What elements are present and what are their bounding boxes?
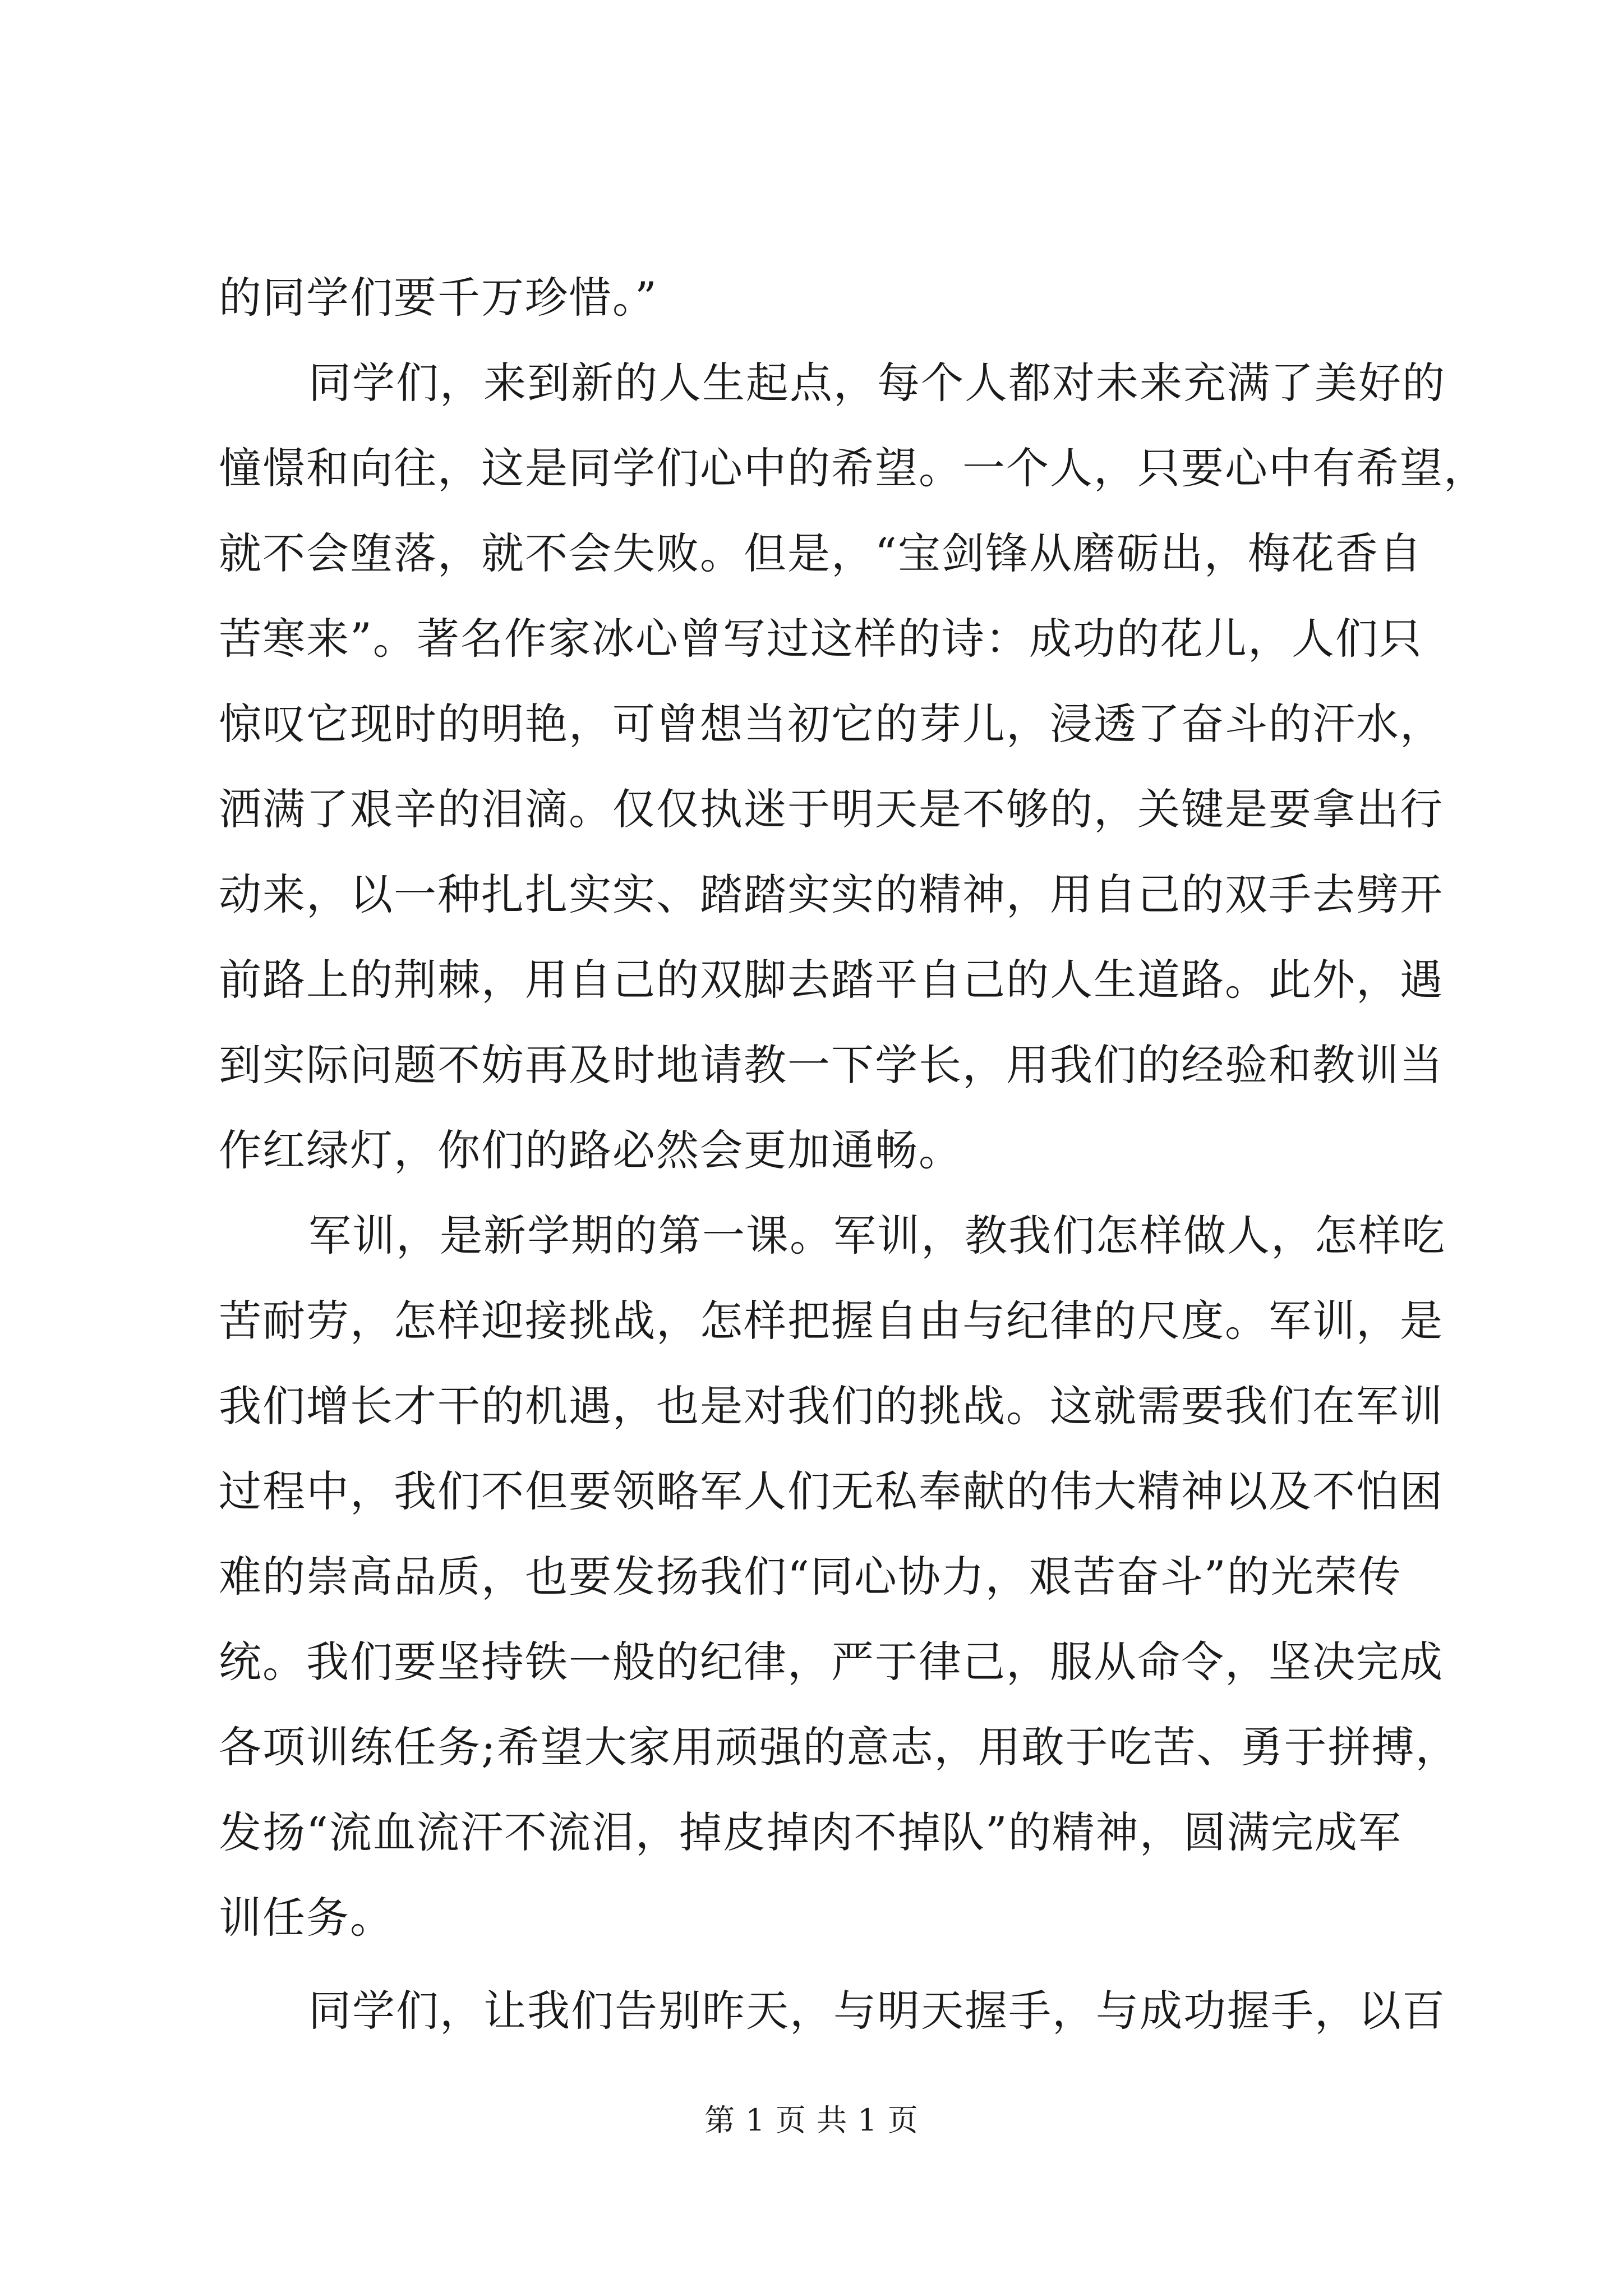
document-body	[219, 255, 1487, 2054]
page-number-label: 第 1 页 共 1 页	[704, 2102, 919, 2138]
text-line: 同学们，来到新的人生起点，每个人都对未来充满了美好的	[308, 358, 1446, 408]
text-line: 统。我们要坚持铁一般的纪律，严于律己，服从命令，坚决完成	[219, 1637, 1444, 1687]
page-footer	[0, 2101, 1623, 2140]
text-line: 动来，以一种扎扎实实、踏踏实实的精神，用自己的双手去劈开	[219, 869, 1444, 919]
text-line: 憧憬和向往，这是同学们心中的希望。一个人，只要心中有希望，	[219, 443, 1487, 493]
text-line: 苦寒来”。著名作家冰心曾写过这样的诗：成功的花儿，人们只	[219, 614, 1423, 664]
text-line: 我们增长才干的机遇，也是对我们的挑战。这就需要我们在军训	[219, 1381, 1444, 1431]
text-line: 同学们，让我们告别昨天，与明天握手，与成功握手，以百	[308, 1986, 1446, 2036]
text-line: 各项训练任务;希望大家用顽强的意志，用敢于吃苦、勇于拼搏，	[219, 1722, 1459, 1772]
text-line: 训任务。	[219, 1893, 394, 1943]
text-line: 作红绿灯，你们的路必然会更加通畅。	[219, 1125, 962, 1175]
text-line: 难的崇高品质，也要发扬我们“同心协力，艰苦奋斗”的光荣传	[219, 1552, 1402, 1602]
text-line: 洒满了艰辛的泪滴。仅仅执迷于明天是不够的，关键是要拿出行	[219, 784, 1444, 834]
text-line: 发扬“流血流汗不流泪，掉皮掉肉不掉队”的精神，圆满完成军	[219, 1807, 1402, 1857]
text-line: 惊叹它现时的明艳，可曾想当初它的芽儿，浸透了奋斗的汗水，	[219, 699, 1444, 749]
text-line: 到实际问题不妨再及时地请教一下学长，用我们的经验和教训当	[219, 1040, 1444, 1090]
text-line: 苦耐劳，怎样迎接挑战，怎样把握自由与纪律的尺度。军训，是	[219, 1296, 1444, 1346]
text-line: 军训，是新学期的第一课。军训，教我们怎样做人，怎样吃	[308, 1211, 1446, 1260]
text-line: 的同学们要千万珍惜。”	[219, 273, 658, 323]
text-line: 前路上的荆棘，用自己的双脚去踏平自己的人生道路。此外，遇	[219, 955, 1444, 1005]
text-line: 过程中，我们不但要领略军人们无私奉献的伟大精神以及不怕困	[219, 1466, 1444, 1516]
text-line: 就不会堕落，就不会失败。但是，“宝剑锋从磨砺出，梅花香自	[219, 528, 1423, 578]
